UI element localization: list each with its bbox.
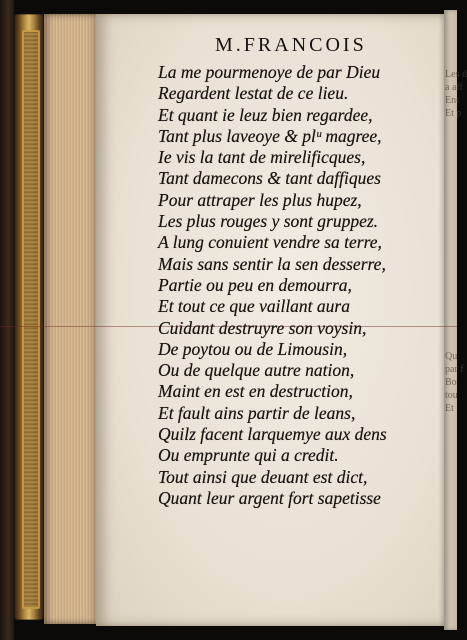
facing-page-text: Et (445, 403, 454, 414)
verse-line: Les plus rouges y sont gruppez. (158, 211, 379, 232)
verse-line: Pour attraper les plus hupez, (158, 189, 362, 210)
verse-line: Maint en est en destruction, (158, 381, 353, 402)
facing-page-text: a aff (445, 82, 463, 93)
gilt-edge (22, 30, 40, 609)
facing-page-text: Les d (445, 69, 467, 80)
verse-line: Quilz facent larquemye aux dens (158, 424, 387, 445)
verse-line: De poytou ou de Limousin, (158, 338, 348, 359)
facing-page-fragment (444, 10, 467, 630)
facing-page-text: Et p (445, 108, 462, 119)
verse-line: Regardent lestat de ce lieu. (158, 83, 349, 104)
verse-line: Quant leur argent fort sapetisse (158, 487, 381, 508)
page-edges (44, 14, 100, 624)
facing-page-text: Qu (445, 351, 458, 362)
verse-block (158, 62, 387, 509)
verse-line: Mais sans sentir la sen desserre, (158, 253, 386, 274)
facing-page-text: tou (445, 390, 458, 401)
verse-line: A lung conuient vendre sa terre, (158, 232, 382, 253)
verse-line: Tant damecons & tant daffiques (158, 168, 381, 189)
verse-line: Et quant ie leuz bien regardee, (158, 104, 373, 125)
verse-line: Partie ou peu en demourra, (158, 274, 352, 295)
verse-line: Ou emprunte qui a credit. (158, 445, 339, 466)
verse-line: Ie vis la tant de mirelificques, (158, 147, 366, 168)
verse-line: Ou de quelque autre nation, (158, 360, 355, 381)
verse-line: Tout ainsi que deuant est dict, (158, 466, 368, 487)
running-header: M.FRANCOIS (215, 34, 367, 56)
facing-page-text: Ent (445, 95, 459, 106)
verse-line: Et fault ains partir de leans, (158, 402, 356, 423)
facing-page-text: Bo (445, 377, 457, 388)
facing-page-text: par f (445, 364, 464, 375)
page-edge-left (0, 0, 14, 640)
verse-line: Tant plus laveoye & plᵘ magree, (158, 125, 382, 146)
verse-line: Et tout ce que vaillant aura (158, 296, 350, 317)
verse-line: La me pourmenoye de par Dieu (158, 62, 381, 82)
verse-line: Cuidant destruyre son voysin, (158, 317, 367, 338)
